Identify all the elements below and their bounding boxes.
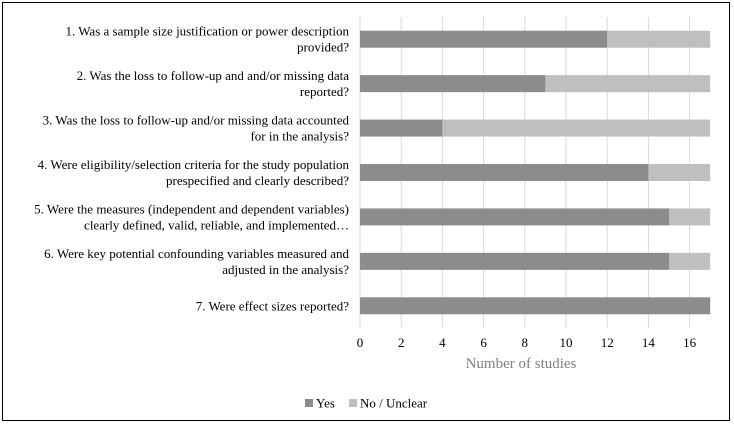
bar-yes <box>360 208 669 225</box>
bar-no-unclear <box>648 164 710 181</box>
legend-label: No / Unclear <box>360 395 428 411</box>
category-label: 5. Were the measures (independent and dependent variables) <box>34 201 349 217</box>
bar-yes <box>360 297 710 314</box>
x-tick-labels <box>357 335 697 350</box>
category-label: reported? <box>299 84 349 100</box>
x-tick-label: 14 <box>641 335 655 350</box>
legend-swatch <box>305 399 313 407</box>
x-tick-label: 12 <box>600 335 614 350</box>
x-tick-label: 0 <box>356 335 364 350</box>
category-label: 6. Were key potential confounding variables measured and <box>44 245 349 261</box>
legend <box>305 396 428 411</box>
bar-yes <box>360 253 669 270</box>
bar-no-unclear <box>607 31 710 48</box>
bar-yes <box>360 75 545 92</box>
chart-frame <box>2 2 730 421</box>
bars <box>360 31 710 315</box>
legend-swatch <box>349 399 357 407</box>
bar-yes <box>360 164 648 181</box>
x-axis-title: Number of studies <box>465 356 577 372</box>
x-tick-label: 6 <box>480 335 487 350</box>
category-label: 1. Was a sample size justification or power description <box>65 23 349 39</box>
x-tick-label: 4 <box>439 335 446 350</box>
category-label: provided? <box>297 39 349 55</box>
category-label: 7. Were effect sizes reported? <box>195 298 349 314</box>
bar-no-unclear <box>545 75 710 92</box>
category-label: for in the analysis? <box>250 128 349 144</box>
category-label: 3. Was the loss to follow-up and/or missing data accounted <box>42 112 349 128</box>
bar-no-unclear <box>669 253 710 270</box>
category-label: 2. Was the loss to follow-up and and/or missing data <box>76 68 349 84</box>
x-tick-label: 16 <box>683 335 697 350</box>
category-label: adjusted in the analysis? <box>222 261 349 277</box>
bar-no-unclear <box>442 120 710 137</box>
category-label: 4. Were eligibility/selection criteria for the study population <box>37 157 349 172</box>
x-tick-label: 2 <box>397 335 405 350</box>
legend-label: Yes <box>316 395 335 411</box>
bar-yes <box>360 120 442 137</box>
x-tick-label: 10 <box>559 335 573 350</box>
bar-yes <box>360 31 607 48</box>
stacked-bar-chart <box>3 3 731 422</box>
category-label: prespecified and clearly described? <box>166 173 349 188</box>
category-label: clearly defined, valid, reliable, and implemented… <box>84 217 349 233</box>
x-tick-label: 8 <box>521 335 529 350</box>
category-labels <box>34 24 349 314</box>
bar-no-unclear <box>669 208 710 225</box>
